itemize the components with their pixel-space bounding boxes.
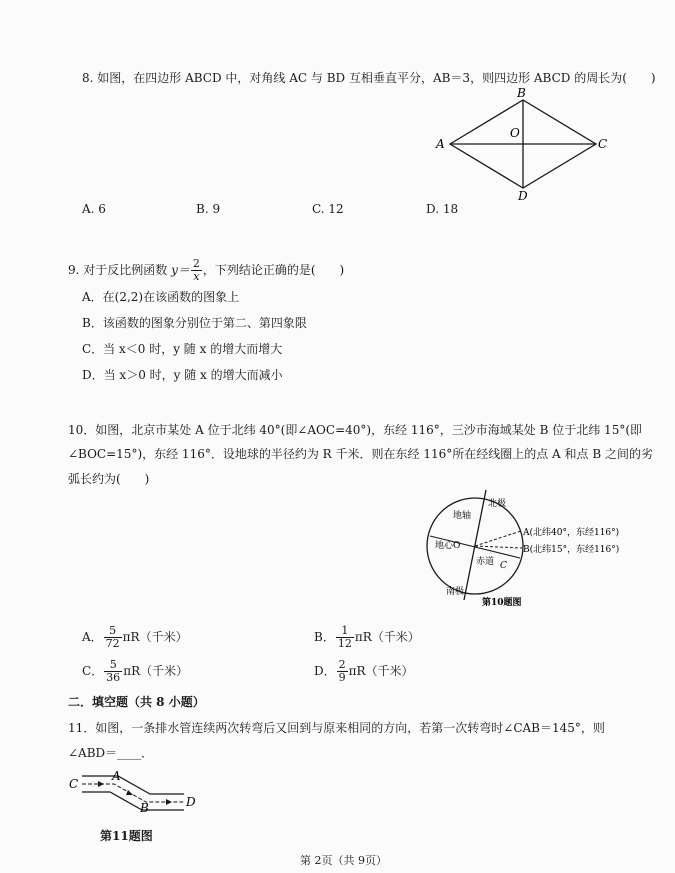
q8-label-c: C [598, 137, 608, 151]
q10-option-d-fraction [337, 659, 348, 684]
q10-option-d-num: 2 [338, 658, 346, 671]
q10-option-b-tail: πR（千米） [354, 630, 420, 644]
q8-stem: 8. 如图，在四边形 ABCD 中，对角线 AC 与 BD 互相垂直平分，AB＝3，则四边形 ABCD 的周长为( ) [82, 71, 656, 85]
q9-fraction [191, 258, 202, 283]
q10-option-c-tail: πR（千米） [123, 664, 189, 678]
q10-line1: 10．如图，北京市某处 A 位于北纬 40°(即∠AOC=40°)，东经 116°，三沙市海域某处 B 位于北纬 15°(即 [68, 423, 643, 437]
q10-line2: ∠BOC=15°)，东经 116°．设地球的半径约为 R 千米．则在东经 116°所在经线圈上的点 A 和点 B 之间的劣 [68, 447, 653, 461]
q10-line3: 弧长约为( ) [68, 472, 150, 486]
q9-option-c: C．当 x＜0 时，y 随 x 的增大而增大 [82, 342, 283, 356]
q10-south-pole: 南极 [446, 587, 465, 597]
q10-equator-label: 赤道 [476, 557, 495, 567]
q10-option-d [314, 656, 414, 686]
q10-earth-figure [420, 496, 630, 611]
q11-pipe-figure [68, 768, 208, 818]
q10-option-a-den: 72 [105, 637, 120, 650]
q10-option-b-letter: B． [314, 630, 335, 644]
q11-label-b: B [140, 801, 149, 815]
q10-option-a-tail: πR（千米） [122, 630, 188, 644]
q8-label-d: D [518, 189, 528, 203]
q8-option-b: B. 9 [196, 202, 221, 216]
q10-north-pole: 北极 [488, 499, 507, 509]
q9-func-den: x [193, 270, 200, 283]
q9-func-num: 2 [192, 257, 200, 270]
q11-label-a: A [112, 769, 121, 783]
q9-stem-pre: 9. 对于反比例函数 [68, 263, 172, 277]
q10-option-c-letter: C． [82, 664, 104, 678]
q11-line2: ∠ABD＝____． [68, 746, 154, 760]
q10-option-a [82, 622, 188, 652]
section2-heading: 二．填空题（共 8 小题） [68, 695, 205, 709]
q10-option-a-num: 5 [104, 625, 122, 638]
q8-label-a: A [436, 137, 445, 151]
q10-caption: 第10题图 [482, 598, 522, 608]
q10-option-a-fraction [104, 625, 122, 650]
q10-option-d-letter: D． [314, 664, 336, 678]
q10-option-b [314, 622, 420, 652]
q10-c-label: C [500, 561, 507, 571]
q10-axis-label: 地轴 [453, 511, 472, 521]
q9-option-b: B．该函数的图象分别位于第二、第四象限 [82, 316, 307, 330]
page-footer: 第 2页（共 9页） [300, 854, 387, 867]
q8-option-d: D. 18 [426, 202, 459, 216]
q10-option-d-tail: πR（千米） [348, 664, 414, 678]
q10-option-c-num: 5 [104, 659, 122, 672]
q8-label-b: B [517, 86, 526, 100]
q9-stem-post: ，下列结论正确的是( ) [202, 263, 345, 277]
q9-option-a: A．在(2,2)在该函数的图象上 [82, 290, 240, 304]
q10-option-b-num: 1 [336, 625, 354, 638]
q10-center-label: 地心O [435, 541, 461, 551]
q11-label-c: C [69, 777, 79, 791]
q10-option-c-fraction [104, 659, 122, 684]
q8-option-a: A. 6 [82, 202, 106, 216]
q10-option-c-den: 36 [106, 671, 121, 684]
q9-stem [68, 255, 344, 285]
q11-label-d: D [186, 795, 196, 809]
q9-option-d: D．当 x＞0 时，y 随 x 的增大而减小 [82, 368, 283, 382]
q9-func-lhs: y＝ [171, 263, 190, 277]
q10-option-b-den: 12 [337, 637, 352, 650]
q8-rhombus-figure [430, 86, 610, 203]
q10-a-label: A(北纬40°，东经116°) [523, 528, 620, 538]
q8-option-c: C. 12 [312, 202, 344, 216]
q10-option-c [82, 656, 188, 686]
q10-option-a-letter: A． [82, 630, 103, 644]
q10-option-b-fraction [336, 625, 354, 650]
q11-caption: 第11题图 [100, 829, 153, 843]
q11-line1: 11．如图，一条排水管连续两次转弯后又回到与原来相同的方向，若第一次转弯时∠CAB＝145°，则 [68, 721, 605, 735]
q10-option-d-den: 9 [338, 671, 346, 684]
q10-b-label: B(北纬15°，东经116°) [523, 545, 620, 555]
q8-label-o: O [510, 126, 520, 140]
